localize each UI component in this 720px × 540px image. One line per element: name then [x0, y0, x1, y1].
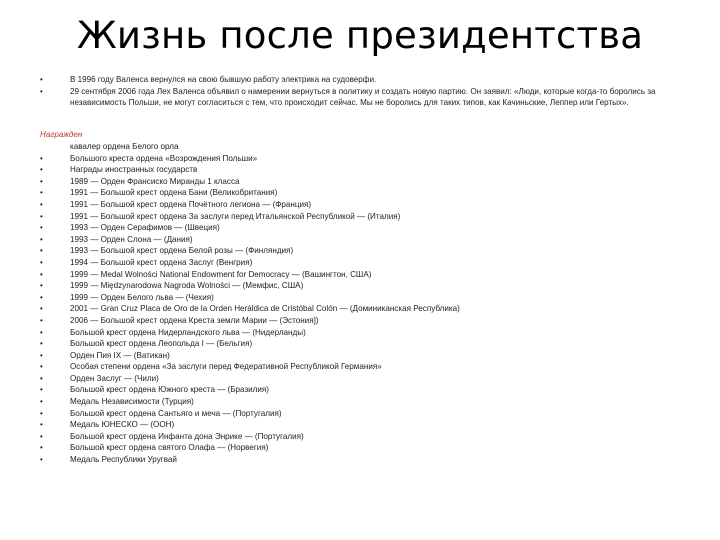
award-item [40, 187, 690, 199]
award-text: 1989 — Орден Франсиско Миранды 1 класса [70, 176, 240, 186]
award-item [40, 338, 690, 350]
bullet-icon: • [40, 75, 43, 84]
award-item [40, 269, 690, 281]
bullet-icon: • [40, 223, 43, 233]
bullet-icon: • [40, 188, 43, 198]
bullet-icon: • [40, 153, 43, 163]
award-item [40, 234, 690, 246]
bullet-icon: • [40, 269, 43, 279]
award-text: 1999 — Орден Белого льва — (Чехия) [70, 292, 214, 302]
award-text: Медаль Республики Уругвай [70, 455, 177, 465]
bullet-icon: • [40, 362, 43, 372]
bullet-icon: • [40, 234, 43, 244]
bullet-icon: • [40, 420, 43, 430]
intro-list [40, 74, 690, 109]
award-text: Медаль Независимости (Турция) [70, 397, 194, 407]
award-text: Большой крест ордена Инфанта дона Энрике — (Португалия) [70, 431, 304, 441]
award-text: 1993 — Большой крест ордена Белой розы — (Финляндия) [70, 246, 294, 256]
award-text: Большой крест ордена Сантьяго и меча — (Португалия) [70, 408, 282, 418]
award-text: Орден Пия IX — (Ватикан) [70, 350, 170, 360]
award-item [40, 245, 690, 257]
bullet-icon: • [40, 350, 43, 360]
award-item [40, 211, 690, 223]
award-item [40, 315, 690, 327]
award-item [40, 327, 690, 339]
award-text: 1999 — Medal Wolności National Endowment for Democracy — (Вашингтон, США) [70, 269, 372, 279]
bullet-icon: • [40, 257, 43, 267]
award-text: 1991 — Большой крест ордена За заслуги перед Итальянской Республикой — (Италия) [70, 211, 401, 221]
intro-item [40, 74, 690, 86]
award-text: 1991 — Большой крест ордена Почётного легиона — (Франция) [70, 199, 312, 209]
award-item [40, 408, 690, 420]
bullet-icon: • [40, 339, 43, 349]
award-text: Большого креста ордена «Возрождения Польши» [70, 153, 258, 163]
award-item [40, 350, 690, 362]
slide-title: Жизнь после президентства [76, 14, 644, 57]
award-text: Награды иностранных государств [70, 165, 198, 175]
award-item [40, 419, 690, 431]
award-item [40, 141, 690, 153]
award-item [40, 280, 690, 292]
award-text: Особая степени ордена «За заслуги перед Федеративной Республикой Германия» [70, 362, 382, 372]
bullet-icon: • [40, 385, 43, 395]
bullet-icon: • [40, 397, 43, 407]
awarded-heading: Награжден [40, 130, 83, 139]
award-text: Большой крест ордена Леопольда I — (Бельгия) [70, 339, 253, 349]
award-text: 1999 — Międzynarodowa Nagroda Wolności — (Мемфис, США) [70, 281, 304, 291]
bullet-icon: • [40, 443, 43, 453]
award-item [40, 199, 690, 211]
award-item [40, 164, 690, 176]
award-text: 2006 — Большой крест ордена Креста земли Марии — (Эстония]) [70, 315, 319, 325]
bullet-icon: • [40, 199, 43, 209]
intro-item [40, 86, 690, 109]
award-text: 1991 — Большой крест ордена Бани (Великобритания) [70, 188, 278, 198]
award-text: кавалер ордена Белого орла [70, 142, 179, 151]
award-item [40, 396, 690, 408]
award-text: Большой крест ордена Нидерландского льва — (Нидерланды) [70, 327, 306, 337]
intro-text: В 1996 году Валенса вернулся на свою бывшую работу электрика на судоверфи. [70, 75, 377, 84]
award-item [40, 442, 690, 454]
award-item [40, 361, 690, 373]
bullet-icon: • [40, 292, 43, 302]
award-item [40, 431, 690, 443]
award-item [40, 222, 690, 234]
award-item [40, 373, 690, 385]
award-item [40, 153, 690, 165]
award-item [40, 292, 690, 304]
bullet-icon: • [40, 455, 43, 465]
bullet-icon: • [40, 246, 43, 256]
award-item [40, 176, 690, 188]
award-item [40, 454, 690, 466]
bullet-icon: • [40, 315, 43, 325]
award-text: Большой крест ордена Южного креста — (Бразилия) [70, 385, 270, 395]
award-text: Большой крест ордена святого Олафа — (Норвегия) [70, 443, 269, 453]
award-text: 1994 — Большой крест ордена Заслуг (Венгрия) [70, 257, 253, 267]
bullet-icon: • [40, 281, 43, 291]
bullet-icon: • [40, 86, 43, 96]
bullet-icon: • [40, 211, 43, 221]
bullet-icon: • [40, 408, 43, 418]
award-text: 2001 — Gran Cruz Placa de Oro de la Orden Heráldica de Cristóbal Colón — (Доминиканская Республика) [70, 304, 460, 314]
bullet-icon: • [40, 176, 43, 186]
bullet-icon: • [40, 304, 43, 314]
award-text: Орден Заслуг — (Чили) [70, 373, 159, 383]
bullet-icon: • [40, 373, 43, 383]
award-text: 1993 — Орден Серафимов — (Швеция) [70, 223, 220, 233]
award-text: Медаль ЮНЕСКО — (ООН) [70, 420, 175, 430]
award-item [40, 384, 690, 396]
bullet-icon: • [40, 327, 43, 337]
intro-text: 29 сентября 2006 года Лех Валенса объявил о намерении вернуться в политику и создать новую партию. Он заявил: «Люди, которые когда-то боролись за независимость Польши, не могут согласиться с тем, что происходит сейчас. Мы не боролись для таких типов, как Качиньские, Леппер или Гертых». [70, 86, 656, 108]
bullet-icon: • [40, 431, 43, 441]
award-item [40, 257, 690, 269]
award-text: 1993 — Орден Слона — (Дания) [70, 234, 193, 244]
awards-list [40, 141, 690, 466]
award-item [40, 303, 690, 315]
bullet-icon: • [40, 165, 43, 175]
